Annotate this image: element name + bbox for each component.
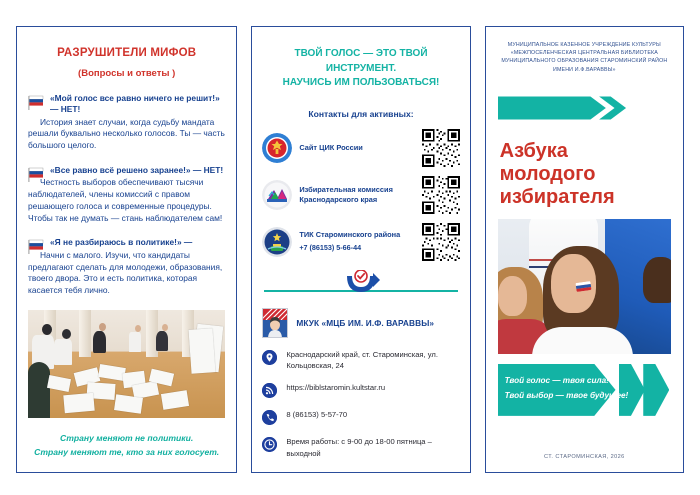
website-text[interactable]: https://biblstaromin.kultstar.ru bbox=[286, 383, 386, 393]
myth-item bbox=[28, 237, 225, 296]
organization-name: МУНИЦИПАЛЬНОЕ КАЗЕННОЕ УЧРЕЖДЕНИЕ КУЛЬТУРЫ «МЕЖПОСЕЛЕНЧЕСКАЯ ЦЕНТРАЛЬНАЯ БИБЛИОТЕКА МУНИЦИПАЛЬНОГО ОБРАЗОВАНИЯ СТАРОМИНСКИЙ РАЙОН ИМЕНИ И.Ф.ВАРАВВЫ» bbox=[501, 42, 668, 73]
contact-row bbox=[262, 176, 459, 214]
contact-row bbox=[262, 129, 459, 167]
panel-middle bbox=[251, 26, 470, 473]
brochure-title-line-3: избирателя bbox=[499, 185, 615, 208]
library-logo-divider bbox=[262, 270, 459, 304]
contact-row bbox=[262, 223, 459, 261]
info-row-address bbox=[262, 349, 459, 372]
mcb-library-logo-icon bbox=[329, 270, 393, 300]
contact-name: Сайт ЦИК России bbox=[299, 142, 363, 152]
myth-question: «Я не разбираюсь в политике!» — bbox=[50, 237, 193, 248]
info-row-hours bbox=[262, 436, 459, 459]
panel-left-title: РАЗРУШИТЕЛИ МИФОВ bbox=[57, 47, 197, 59]
myth-item bbox=[28, 93, 225, 152]
call-to-action-banner bbox=[498, 364, 671, 424]
russian-flag-icon bbox=[28, 167, 45, 183]
myth-answer: Честность выборов обеспечивают тысячи наблюдателей, члены комиссий с правом решающего голоса и современные процедуры. Чтобы так не думать — стань наблюдателем сам! bbox=[28, 177, 223, 223]
slogan-line-1: Страну меняют не политики. bbox=[60, 432, 194, 443]
russian-flag-icon bbox=[28, 239, 45, 255]
brochure-title bbox=[500, 140, 671, 209]
info-row-website bbox=[262, 382, 459, 398]
vote-counting-photo bbox=[28, 310, 225, 418]
phone-text[interactable]: 8 (86153) 5-57-70 bbox=[286, 410, 348, 420]
brochure-title-line-1: Азбука bbox=[499, 139, 568, 162]
phone-icon bbox=[262, 410, 277, 425]
myth-item bbox=[28, 165, 225, 224]
panel-middle-title-line-2: ИНСТРУМЕНТ. bbox=[325, 62, 397, 74]
info-row-phone bbox=[262, 409, 459, 425]
contact-name bbox=[299, 230, 414, 253]
qr-code-icon[interactable] bbox=[422, 129, 460, 167]
teal-double-arrow-icon bbox=[498, 90, 671, 126]
contacts-label: Контакты для активных: bbox=[308, 108, 414, 119]
brochure-title-line-2: молодого bbox=[499, 162, 596, 185]
contact-name: Избирательная комиссия Краснодарского края bbox=[299, 184, 393, 204]
library-name-row bbox=[262, 308, 459, 338]
panel-left-subtitle: (Вопросы и ответы ) bbox=[78, 68, 176, 79]
panel-left bbox=[16, 26, 237, 473]
myth-answer: История знает случаи, когда судьбу мандата решали буквально несколько голосов. Ты — часть большого целого. bbox=[28, 116, 225, 151]
contact-name-text: ТИК Староминского района bbox=[299, 230, 401, 240]
location-pin-icon bbox=[262, 350, 277, 365]
qr-code-icon[interactable] bbox=[422, 223, 460, 261]
footer-place-year: СТ. СТАРОМИНСКАЯ, 2026 bbox=[543, 454, 625, 460]
hours-text: Время работы: с 9-00 до 18-00 пятница – выходной bbox=[286, 437, 432, 458]
banner-line-2: Твой выбор — твое будущее! bbox=[504, 390, 629, 400]
varavva-portrait-icon bbox=[262, 308, 288, 338]
address-text: Краснодарский край, ст. Староминская, ул. Кольцовская, 24 bbox=[286, 349, 438, 370]
clock-icon bbox=[262, 437, 277, 452]
cik-russia-emblem-icon bbox=[262, 133, 292, 163]
young-voters-photo bbox=[498, 219, 671, 354]
panel-middle-title bbox=[262, 47, 459, 91]
library-name: МКУК «МЦБ ИМ. И.Ф. ВАРАВВЫ» bbox=[296, 317, 435, 328]
banner-text bbox=[505, 373, 629, 403]
myth-question: «Мой голос все равно ничего не решит!» — НЕТ! bbox=[50, 93, 220, 115]
contact-phone[interactable]: +7 (86153) 5-66-44 bbox=[299, 243, 362, 253]
krasnodar-krai-commission-emblem-icon bbox=[262, 180, 292, 210]
rss-globe-icon bbox=[262, 383, 277, 398]
slogan-line-2: Страну меняют те, кто за них голосует. bbox=[34, 446, 220, 457]
myth-question: «Все равно всё решено заранее!» — НЕТ! bbox=[50, 164, 224, 175]
russian-flag-icon bbox=[28, 95, 45, 111]
starominsky-district-emblem-icon bbox=[262, 227, 292, 257]
panel-right bbox=[485, 26, 684, 473]
banner-chevron-icon bbox=[643, 364, 669, 416]
panel-middle-title-line-3: НАУЧИСЬ ИМ ПОЛЬЗОВАТЬСЯ! bbox=[282, 77, 440, 88]
panel-left-slogan bbox=[28, 432, 225, 460]
panel-middle-title-line-1: ТВОЙ ГОЛОС — ЭТО ТВОЙ bbox=[294, 48, 428, 59]
banner-line-1: Твой голос — твоя сила! bbox=[504, 375, 609, 385]
qr-code-icon[interactable] bbox=[422, 176, 460, 214]
myth-answer: Начни с малого. Изучи, что кандидаты предлагают сделать для молодежи, образования, твоего двора. Это и есть политика, которая касается тебя лично. bbox=[28, 249, 223, 296]
